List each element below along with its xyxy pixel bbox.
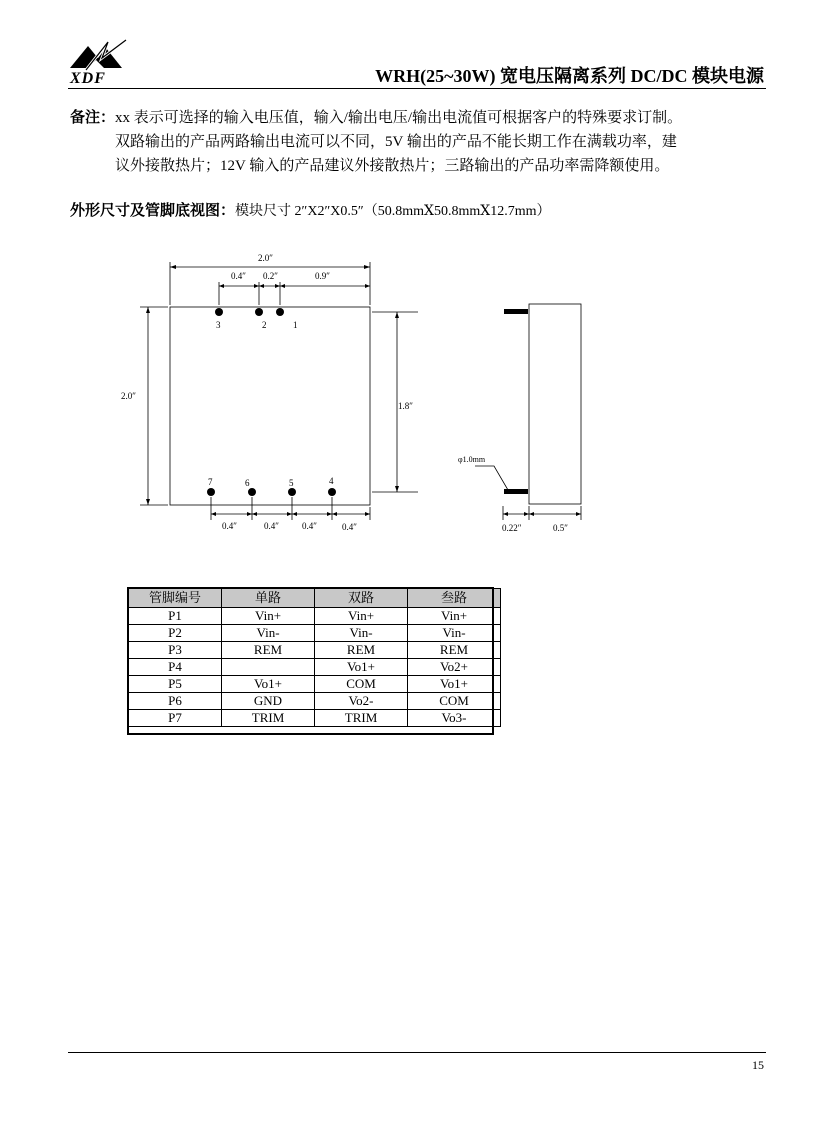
table-cell: P6 bbox=[129, 693, 222, 710]
table-row bbox=[129, 659, 501, 676]
pin-2 bbox=[255, 308, 263, 316]
pin-label: 4 bbox=[329, 476, 334, 486]
table-row bbox=[129, 625, 501, 642]
table-cell: TRIM bbox=[315, 710, 408, 727]
dim-side-seg2: 0.5″ bbox=[553, 523, 568, 533]
pin-label: 7 bbox=[208, 477, 213, 487]
table-cell: Vin+ bbox=[222, 608, 315, 625]
dim-top-seg1: 0.4″ bbox=[231, 271, 246, 281]
pin-diameter-label: φ1.0mm bbox=[458, 455, 486, 464]
dim-top-seg3: 0.9″ bbox=[315, 271, 330, 281]
table-cell: P1 bbox=[129, 608, 222, 625]
table-cell: Vo1+ bbox=[222, 676, 315, 693]
pin-label: 5 bbox=[289, 478, 294, 488]
side-pin-bottom bbox=[504, 489, 528, 494]
logo-text: XDF bbox=[70, 70, 106, 87]
table-cell: Vin+ bbox=[408, 608, 501, 625]
remarks-label: 备注： bbox=[70, 110, 116, 126]
side-view-outline bbox=[529, 304, 581, 504]
table-cell: Vin- bbox=[315, 625, 408, 642]
table-header-row bbox=[129, 589, 501, 608]
table-cell: REM bbox=[222, 642, 315, 659]
table-cell: Vo1+ bbox=[315, 659, 408, 676]
table-cell: Vo3- bbox=[408, 710, 501, 727]
pin-label: 1 bbox=[293, 320, 298, 330]
dim-right-span: 1.8″ bbox=[398, 401, 413, 411]
dim-top-seg2: 0.2″ bbox=[263, 271, 278, 281]
footer-divider bbox=[68, 1052, 766, 1053]
table-cell: COM bbox=[315, 676, 408, 693]
dim-bottom-seg4: 0.4″ bbox=[342, 522, 357, 532]
table-cell: Vin+ bbox=[315, 608, 408, 625]
table-cell: COM bbox=[408, 693, 501, 710]
pin-4 bbox=[328, 488, 336, 496]
table-cell: REM bbox=[315, 642, 408, 659]
table-cell: Vo1+ bbox=[408, 676, 501, 693]
pin-assignment-table bbox=[128, 588, 501, 727]
dim-bottom-seg1: 0.4″ bbox=[222, 521, 237, 531]
dimensions-text: 模块尺寸 2″X2″X0.5″（50.8mmⅩ50.8mmⅩ12.7mm） bbox=[235, 204, 551, 219]
dim-side-seg1: 0.22″ bbox=[502, 523, 522, 533]
dimensions-label: 外形尺寸及管脚底视图： bbox=[70, 203, 236, 219]
dim-top-total: 2.0″ bbox=[258, 253, 273, 263]
side-pin-top bbox=[504, 309, 528, 314]
table-cell: Vin- bbox=[408, 625, 501, 642]
pin-5 bbox=[288, 488, 296, 496]
pin-label: 3 bbox=[216, 320, 221, 330]
table-cell: P5 bbox=[129, 676, 222, 693]
dim-bottom-seg2: 0.4″ bbox=[264, 521, 279, 531]
table-cell: Vo2- bbox=[315, 693, 408, 710]
table-row bbox=[129, 676, 501, 693]
col-header: 双路 bbox=[315, 589, 408, 608]
table-row bbox=[129, 710, 501, 727]
dim-bottom-seg3: 0.4″ bbox=[302, 521, 317, 531]
page-number: 15 bbox=[752, 1058, 764, 1072]
page-header-title: WRH(25~30W) 宽电压隔离系列 DC/DC 模块电源 bbox=[375, 66, 764, 86]
remarks-line: 双路输出的产品两路输出电流可以不同，5V 输出的产品不能长期工作在满载功率，建 bbox=[115, 134, 677, 150]
remarks-line: 议外接散热片；12V 输入的产品建议外接散热片；三路输出的产品功率需降额使用。 bbox=[115, 158, 670, 174]
table-cell: GND bbox=[222, 693, 315, 710]
col-header: 单路 bbox=[222, 589, 315, 608]
table-cell: Vin- bbox=[222, 625, 315, 642]
table-cell: TRIM bbox=[222, 710, 315, 727]
col-header: 叁路 bbox=[408, 589, 501, 608]
pin-label: 2 bbox=[262, 320, 267, 330]
dim-left-height: 2.0″ bbox=[121, 391, 136, 401]
table-row bbox=[129, 693, 501, 710]
pin-7 bbox=[207, 488, 215, 496]
pin-label: 6 bbox=[245, 478, 250, 488]
table-cell: P2 bbox=[129, 625, 222, 642]
table-row bbox=[129, 608, 501, 625]
table-cell: P7 bbox=[129, 710, 222, 727]
table-row bbox=[129, 642, 501, 659]
pin-6 bbox=[248, 488, 256, 496]
table-cell: P4 bbox=[129, 659, 222, 676]
pin-1 bbox=[276, 308, 284, 316]
table-cell bbox=[222, 659, 315, 676]
table-cell: P3 bbox=[129, 642, 222, 659]
table-cell: REM bbox=[408, 642, 501, 659]
col-header: 管脚编号 bbox=[129, 589, 222, 608]
remarks-line: xx 表示可选择的输入电压值，输入/输出电压/输出电流值可根据客户的特殊要求订制。 bbox=[115, 110, 683, 126]
table-cell: Vo2+ bbox=[408, 659, 501, 676]
module-outline bbox=[170, 307, 370, 505]
pin-3 bbox=[215, 308, 223, 316]
